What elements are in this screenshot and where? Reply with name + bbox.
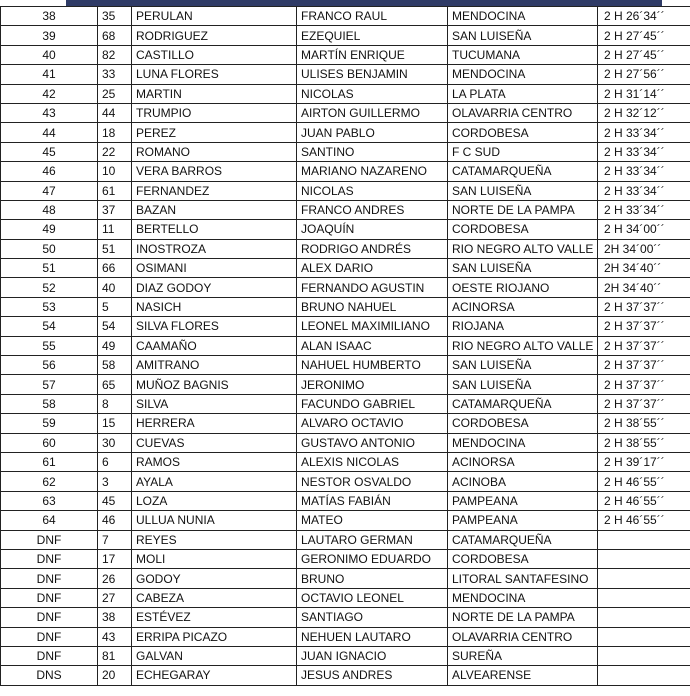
team-cell: NORTE DE LA PAMPA bbox=[448, 608, 598, 627]
time-cell: 2 H 27´45´´ bbox=[598, 45, 690, 64]
bib-number-cell: 44 bbox=[98, 103, 132, 122]
first-name-cell: NICOLAS bbox=[297, 84, 448, 103]
table-row bbox=[1, 511, 690, 530]
first-name-cell: ALAN ISAAC bbox=[297, 336, 448, 355]
table-row bbox=[1, 433, 690, 452]
table-row bbox=[1, 336, 690, 355]
time-cell: 2 H 31´14´´ bbox=[598, 84, 690, 103]
time-cell: 2 H 33´34´´ bbox=[598, 162, 690, 181]
team-cell: CORDOBESA bbox=[448, 414, 598, 433]
position-cell: 58 bbox=[1, 394, 98, 413]
surname-cell: CASTILLO bbox=[132, 45, 297, 64]
team-cell: CATAMARQUEÑA bbox=[448, 530, 598, 549]
team-cell: CATAMARQUEÑA bbox=[448, 394, 598, 413]
surname-cell: VERA BARROS bbox=[132, 162, 297, 181]
first-name-cell: RODRIGO ANDRÉS bbox=[297, 239, 448, 258]
bib-number-cell: 61 bbox=[98, 181, 132, 200]
surname-cell: ECHEGARAY bbox=[132, 666, 297, 685]
first-name-cell: EZEQUIEL bbox=[297, 26, 448, 45]
time-cell bbox=[598, 588, 690, 607]
bib-number-cell: 30 bbox=[98, 433, 132, 452]
surname-cell: SILVA bbox=[132, 394, 297, 413]
table-row bbox=[1, 123, 690, 142]
surname-cell: RODRIGUEZ bbox=[132, 26, 297, 45]
surname-cell: BAZAN bbox=[132, 200, 297, 219]
bib-number-cell: 15 bbox=[98, 414, 132, 433]
surname-cell: LUNA FLORES bbox=[132, 65, 297, 84]
bib-number-cell: 51 bbox=[98, 239, 132, 258]
team-cell: PAMPEANA bbox=[448, 511, 598, 530]
table-row bbox=[1, 45, 690, 64]
first-name-cell: MARIANO NAZARENO bbox=[297, 162, 448, 181]
table-row bbox=[1, 259, 690, 278]
team-cell: CORDOBESA bbox=[448, 549, 598, 568]
table-row bbox=[1, 472, 690, 491]
table-row bbox=[1, 220, 690, 239]
surname-cell: ERRIPA PICAZO bbox=[132, 627, 297, 646]
first-name-cell: NICOLAS bbox=[297, 181, 448, 200]
first-name-cell: NEHUEN LAUTARO bbox=[297, 627, 448, 646]
position-cell: 38 bbox=[1, 7, 98, 26]
position-cell: 53 bbox=[1, 297, 98, 316]
position-cell: 51 bbox=[1, 259, 98, 278]
team-cell: PAMPEANA bbox=[448, 491, 598, 510]
time-cell bbox=[598, 608, 690, 627]
bib-number-cell: 6 bbox=[98, 452, 132, 471]
time-cell: 2 H 26´34´´ bbox=[598, 7, 690, 26]
surname-cell: HERRERA bbox=[132, 414, 297, 433]
bib-number-cell: 54 bbox=[98, 317, 132, 336]
position-cell: DNF bbox=[1, 627, 98, 646]
surname-cell: BERTELLO bbox=[132, 220, 297, 239]
first-name-cell: ALEX DARIO bbox=[297, 259, 448, 278]
first-name-cell: NAHUEL HUMBERTO bbox=[297, 356, 448, 375]
time-cell: 2 H 37´37´´ bbox=[598, 297, 690, 316]
team-cell: ACINORSA bbox=[448, 452, 598, 471]
time-cell bbox=[598, 646, 690, 665]
surname-cell: REYES bbox=[132, 530, 297, 549]
bib-number-cell: 58 bbox=[98, 356, 132, 375]
bib-number-cell: 49 bbox=[98, 336, 132, 355]
surname-cell: LOZA bbox=[132, 491, 297, 510]
bib-number-cell: 22 bbox=[98, 142, 132, 161]
time-cell: 2H 34´00´´ bbox=[598, 239, 690, 258]
first-name-cell: AIRTON GUILLERMO bbox=[297, 103, 448, 122]
time-cell: 2 H 33´34´´ bbox=[598, 181, 690, 200]
table-row bbox=[1, 239, 690, 258]
table-row bbox=[1, 200, 690, 219]
position-cell: 48 bbox=[1, 200, 98, 219]
position-cell: DNF bbox=[1, 646, 98, 665]
team-cell: OLAVARRIA CENTRO bbox=[448, 103, 598, 122]
time-cell: 2H 34´40´´ bbox=[598, 278, 690, 297]
first-name-cell: LEONEL MAXIMILIANO bbox=[297, 317, 448, 336]
surname-cell: AYALA bbox=[132, 472, 297, 491]
first-name-cell: JUAN IGNACIO bbox=[297, 646, 448, 665]
bib-number-cell: 43 bbox=[98, 627, 132, 646]
time-cell: 2H 34´40´´ bbox=[598, 259, 690, 278]
surname-cell: PEREZ bbox=[132, 123, 297, 142]
table-row bbox=[1, 530, 690, 549]
table-row bbox=[1, 375, 690, 394]
surname-cell: AMITRANO bbox=[132, 356, 297, 375]
table-row bbox=[1, 162, 690, 181]
bib-number-cell: 18 bbox=[98, 123, 132, 142]
position-cell: 40 bbox=[1, 45, 98, 64]
first-name-cell: JOAQUÍN bbox=[297, 220, 448, 239]
bib-number-cell: 46 bbox=[98, 511, 132, 530]
first-name-cell: GUSTAVO ANTONIO bbox=[297, 433, 448, 452]
first-name-cell: ULISES BENJAMIN bbox=[297, 65, 448, 84]
bib-number-cell: 65 bbox=[98, 375, 132, 394]
team-cell: ACINORSA bbox=[448, 297, 598, 316]
surname-cell: INOSTROZA bbox=[132, 239, 297, 258]
bib-number-cell: 33 bbox=[98, 65, 132, 84]
bib-number-cell: 5 bbox=[98, 297, 132, 316]
table-row bbox=[1, 491, 690, 510]
bib-number-cell: 66 bbox=[98, 259, 132, 278]
first-name-cell: JERONIMO bbox=[297, 375, 448, 394]
team-cell: CATAMARQUEÑA bbox=[448, 162, 598, 181]
position-cell: 50 bbox=[1, 239, 98, 258]
team-cell: LA PLATA bbox=[448, 84, 598, 103]
bib-number-cell: 37 bbox=[98, 200, 132, 219]
first-name-cell: NESTOR OSVALDO bbox=[297, 472, 448, 491]
surname-cell: GODOY bbox=[132, 569, 297, 588]
position-cell: 60 bbox=[1, 433, 98, 452]
table-row bbox=[1, 142, 690, 161]
position-cell: 55 bbox=[1, 336, 98, 355]
results-table-body bbox=[1, 7, 690, 686]
bib-number-cell: 27 bbox=[98, 588, 132, 607]
first-name-cell: MARTÍN ENRIQUE bbox=[297, 45, 448, 64]
first-name-cell: SANTIAGO bbox=[297, 608, 448, 627]
team-cell: ACINOBA bbox=[448, 472, 598, 491]
surname-cell: GALVAN bbox=[132, 646, 297, 665]
bib-number-cell: 8 bbox=[98, 394, 132, 413]
surname-cell: CAAMAÑO bbox=[132, 336, 297, 355]
bib-number-cell: 68 bbox=[98, 26, 132, 45]
surname-cell: SILVA FLORES bbox=[132, 317, 297, 336]
time-cell bbox=[598, 666, 690, 685]
bib-number-cell: 40 bbox=[98, 278, 132, 297]
first-name-cell: MATEO bbox=[297, 511, 448, 530]
position-cell: 45 bbox=[1, 142, 98, 161]
table-row bbox=[1, 414, 690, 433]
bib-number-cell: 3 bbox=[98, 472, 132, 491]
first-name-cell: FRANCO ANDRES bbox=[297, 200, 448, 219]
team-cell: NORTE DE LA PAMPA bbox=[448, 200, 598, 219]
first-name-cell: GERONIMO EDUARDO bbox=[297, 549, 448, 568]
surname-cell: FERNANDEZ bbox=[132, 181, 297, 200]
table-row bbox=[1, 356, 690, 375]
time-cell: 2 H 46´55´´ bbox=[598, 472, 690, 491]
team-cell: MENDOCINA bbox=[448, 588, 598, 607]
bib-number-cell: 7 bbox=[98, 530, 132, 549]
time-cell: 2 H 33´34´´ bbox=[598, 142, 690, 161]
first-name-cell: SANTINO bbox=[297, 142, 448, 161]
table-row bbox=[1, 588, 690, 607]
first-name-cell: LAUTARO GERMAN bbox=[297, 530, 448, 549]
time-cell: 2 H 46´55´´ bbox=[598, 491, 690, 510]
team-cell: SUREÑA bbox=[448, 646, 598, 665]
position-cell: 44 bbox=[1, 123, 98, 142]
team-cell: SAN LUISEÑA bbox=[448, 181, 598, 200]
position-cell: 49 bbox=[1, 220, 98, 239]
position-cell: 56 bbox=[1, 356, 98, 375]
time-cell: 2 H 37´37´´ bbox=[598, 336, 690, 355]
time-cell: 2 H 33´34´´ bbox=[598, 123, 690, 142]
first-name-cell: FERNANDO AGUSTIN bbox=[297, 278, 448, 297]
surname-cell: DIAZ GODOY bbox=[132, 278, 297, 297]
position-cell: 54 bbox=[1, 317, 98, 336]
first-name-cell: ALEXIS NICOLAS bbox=[297, 452, 448, 471]
position-cell: 42 bbox=[1, 84, 98, 103]
team-cell: RIO NEGRO ALTO VALLE bbox=[448, 239, 598, 258]
table-row bbox=[1, 84, 690, 103]
position-cell: 61 bbox=[1, 452, 98, 471]
surname-cell: MOLI bbox=[132, 549, 297, 568]
time-cell bbox=[598, 627, 690, 646]
first-name-cell: JESUS ANDRES bbox=[297, 666, 448, 685]
table-row bbox=[1, 297, 690, 316]
position-cell: 47 bbox=[1, 181, 98, 200]
time-cell: 2 H 32´12´´ bbox=[598, 103, 690, 122]
team-cell: RIOJANA bbox=[448, 317, 598, 336]
time-cell bbox=[598, 549, 690, 568]
position-cell: 46 bbox=[1, 162, 98, 181]
bib-number-cell: 38 bbox=[98, 608, 132, 627]
position-cell: 41 bbox=[1, 65, 98, 84]
surname-cell: CABEZA bbox=[132, 588, 297, 607]
team-cell: TUCUMANA bbox=[448, 45, 598, 64]
team-cell: SAN LUISEÑA bbox=[448, 26, 598, 45]
position-cell: DNS bbox=[1, 666, 98, 685]
time-cell: 2 H 46´55´´ bbox=[598, 511, 690, 530]
table-row bbox=[1, 181, 690, 200]
position-cell: 63 bbox=[1, 491, 98, 510]
team-cell: OLAVARRIA CENTRO bbox=[448, 627, 598, 646]
time-cell: 2 H 38´55´´ bbox=[598, 414, 690, 433]
first-name-cell: OCTAVIO LEONEL bbox=[297, 588, 448, 607]
surname-cell: RAMOS bbox=[132, 452, 297, 471]
surname-cell: ULLUA NUNIA bbox=[132, 511, 297, 530]
bib-number-cell: 35 bbox=[98, 7, 132, 26]
time-cell bbox=[598, 530, 690, 549]
team-cell: CORDOBESA bbox=[448, 123, 598, 142]
time-cell: 2 H 27´56´´ bbox=[598, 65, 690, 84]
position-cell: 64 bbox=[1, 511, 98, 530]
bib-number-cell: 11 bbox=[98, 220, 132, 239]
position-cell: DNF bbox=[1, 569, 98, 588]
team-cell: MENDOCINA bbox=[448, 7, 598, 26]
position-cell: DNF bbox=[1, 588, 98, 607]
surname-cell: TRUMPIO bbox=[132, 103, 297, 122]
table-row bbox=[1, 608, 690, 627]
team-cell: LITORAL SANTAFESINO bbox=[448, 569, 598, 588]
position-cell: DNF bbox=[1, 530, 98, 549]
bib-number-cell: 26 bbox=[98, 569, 132, 588]
surname-cell: ROMANO bbox=[132, 142, 297, 161]
table-row bbox=[1, 278, 690, 297]
team-cell: MENDOCINA bbox=[448, 65, 598, 84]
table-row bbox=[1, 317, 690, 336]
surname-cell: OSIMANI bbox=[132, 259, 297, 278]
table-row bbox=[1, 7, 690, 26]
table-row bbox=[1, 569, 690, 588]
table-row bbox=[1, 26, 690, 45]
bib-number-cell: 45 bbox=[98, 491, 132, 510]
bib-number-cell: 82 bbox=[98, 45, 132, 64]
position-cell: 57 bbox=[1, 375, 98, 394]
first-name-cell: BRUNO NAHUEL bbox=[297, 297, 448, 316]
time-cell: 2 H 38´55´´ bbox=[598, 433, 690, 452]
team-cell: SAN LUISEÑA bbox=[448, 259, 598, 278]
time-cell: 2 H 37´37´´ bbox=[598, 317, 690, 336]
first-name-cell: ALVARO OCTAVIO bbox=[297, 414, 448, 433]
team-cell: SAN LUISEÑA bbox=[448, 375, 598, 394]
table-row bbox=[1, 549, 690, 568]
first-name-cell: MATÍAS FABIÁN bbox=[297, 491, 448, 510]
first-name-cell: FACUNDO GABRIEL bbox=[297, 394, 448, 413]
time-cell: 2 H 37´37´´ bbox=[598, 375, 690, 394]
time-cell: 2 H 37´37´´ bbox=[598, 394, 690, 413]
bib-number-cell: 17 bbox=[98, 549, 132, 568]
time-cell: 2 H 34´00´´ bbox=[598, 220, 690, 239]
position-cell: 52 bbox=[1, 278, 98, 297]
team-cell: MENDOCINA bbox=[448, 433, 598, 452]
position-cell: DNF bbox=[1, 608, 98, 627]
team-cell: SAN LUISEÑA bbox=[448, 356, 598, 375]
bib-number-cell: 81 bbox=[98, 646, 132, 665]
surname-cell: MARTIN bbox=[132, 84, 297, 103]
surname-cell: ESTÉVEZ bbox=[132, 608, 297, 627]
time-cell: 2 H 37´37´´ bbox=[598, 356, 690, 375]
position-cell: 39 bbox=[1, 26, 98, 45]
table-row bbox=[1, 452, 690, 471]
time-cell: 2 H 27´45´´ bbox=[598, 26, 690, 45]
table-row bbox=[1, 666, 690, 685]
surname-cell: NASICH bbox=[132, 297, 297, 316]
bib-number-cell: 10 bbox=[98, 162, 132, 181]
time-cell: 2 H 33´34´´ bbox=[598, 200, 690, 219]
bib-number-cell: 25 bbox=[98, 84, 132, 103]
table-row bbox=[1, 394, 690, 413]
team-cell: CORDOBESA bbox=[448, 220, 598, 239]
team-cell: F C SUD bbox=[448, 142, 598, 161]
table-row bbox=[1, 646, 690, 665]
position-cell: DNF bbox=[1, 549, 98, 568]
results-table bbox=[0, 6, 690, 686]
first-name-cell: FRANCO RAUL bbox=[297, 7, 448, 26]
surname-cell: MUÑOZ BAGNIS bbox=[132, 375, 297, 394]
first-name-cell: BRUNO bbox=[297, 569, 448, 588]
team-cell: OESTE RIOJANO bbox=[448, 278, 598, 297]
surname-cell: PERULAN bbox=[132, 7, 297, 26]
bib-number-cell: 20 bbox=[98, 666, 132, 685]
position-cell: 43 bbox=[1, 103, 98, 122]
team-cell: RIO NEGRO ALTO VALLE bbox=[448, 336, 598, 355]
table-row bbox=[1, 627, 690, 646]
position-cell: 62 bbox=[1, 472, 98, 491]
time-cell: 2 H 39´17´´ bbox=[598, 452, 690, 471]
team-cell: ALVEARENSE bbox=[448, 666, 598, 685]
surname-cell: CUEVAS bbox=[132, 433, 297, 452]
table-row bbox=[1, 65, 690, 84]
first-name-cell: JUAN PABLO bbox=[297, 123, 448, 142]
position-cell: 59 bbox=[1, 414, 98, 433]
time-cell bbox=[598, 569, 690, 588]
table-row bbox=[1, 103, 690, 122]
